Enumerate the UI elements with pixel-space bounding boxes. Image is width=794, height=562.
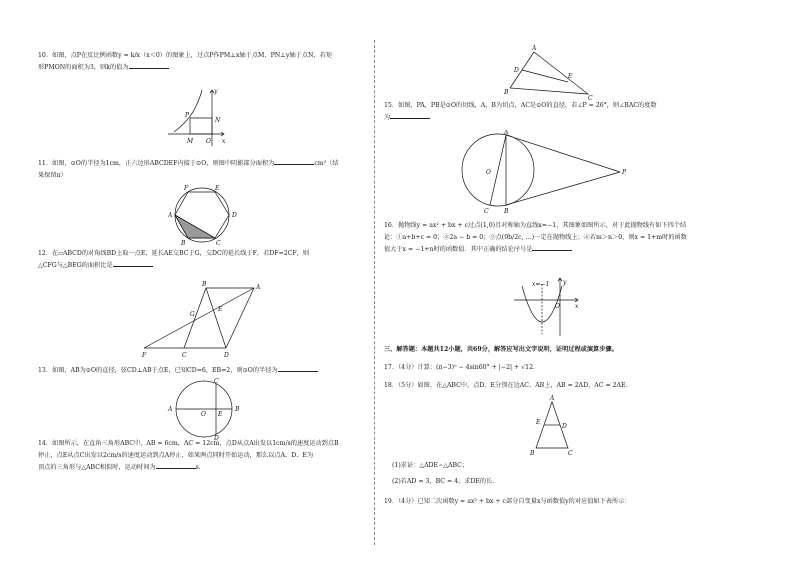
label-x-eq-neg1: x=−1 <box>532 281 550 288</box>
question-13-line-1: 13．如图，AB为⊙O的直径，弦CD⊥AB于点E，已知CD=6，EB=2，则⊙O的半径为 <box>38 365 358 377</box>
label-b: B <box>504 89 509 96</box>
label-d: D <box>214 435 219 440</box>
answer-blank <box>156 462 196 469</box>
label-a: A <box>532 45 537 52</box>
figure-12-svg <box>140 280 264 360</box>
question-10-line-1: 10．如图，点P在反比例函数y = k/x（x＜0）的图象上，过点P作PM⊥x轴于点M，PN⊥y轴于点N，若矩 <box>38 52 333 59</box>
label-o: O <box>486 169 491 176</box>
question-16 <box>384 220 744 256</box>
label-p: P <box>185 112 190 119</box>
figure-18 <box>526 394 582 460</box>
label-c: C <box>568 450 573 456</box>
label-e: E <box>568 73 573 80</box>
answer-blank <box>129 62 169 69</box>
question-12-line-2: △CFG与△BEG的面积比是 <box>38 260 358 272</box>
label-c: C <box>216 240 221 246</box>
figure-14-svg <box>496 44 596 100</box>
label-e: E <box>536 419 541 426</box>
figure-10 <box>168 86 228 152</box>
triangle-abc <box>510 52 588 94</box>
diagonal-bd <box>206 288 226 348</box>
label-n: N <box>215 117 221 124</box>
label-d: D <box>224 352 229 359</box>
figure-13 <box>164 378 246 444</box>
question-16-line-2: 论：①a+b+c = 0；②2a − b = 0；③点(9b/2c, …)一定在抛物线上；④若m＞n＞0，则x = 1+m时的函数 <box>384 234 687 241</box>
label-a: A <box>504 130 509 136</box>
question-16-line-1: 16．抛物线y = ax² + bx + c过点(1,0)且对称轴为直线x=−1，其图象如图所示，对于此抛物线有如下四个结 <box>384 222 687 229</box>
question-17: 17．（4分）计算：(π−3)⁰ − 4sin60° + |−2| + √12． <box>384 364 540 371</box>
question-11-line-1: 11．如图，⊙O的半径为1cm，正六边形ABCDEF内接于⊙O，则图中阴影部分面积为 cm²（结 <box>38 160 339 167</box>
answer-blank <box>274 158 314 165</box>
question-18-part-1: (1)求证：△ADE∽△ABC； <box>392 462 469 469</box>
label-b: B <box>530 450 535 456</box>
label-x: x <box>575 303 579 310</box>
question-19: 19．（4分）已知二次函数y = ax² + bx + c部分自变量x与函数值y的对应值如下表所示： <box>384 498 631 505</box>
diameter-ac <box>490 135 506 205</box>
question-14-line-1: 14．如图所示，在直角三角形ABC中，AB = 6cm，AC = 12cm，点D从点A出发以1cm/s的速度运动到点B <box>38 440 339 447</box>
question-18: 18．（5分）如图，在△ABC中，点D、E分别在边AC、AB上，AB = 2AD，AC = 2AE． <box>384 382 632 389</box>
figure-15-svg <box>458 130 634 214</box>
label-a: A <box>168 406 173 413</box>
figure-12 <box>140 280 264 364</box>
question-13 <box>38 365 358 377</box>
figure-10-svg <box>168 86 228 148</box>
hyperbola-curve <box>174 90 202 132</box>
question-12-line-1: 12．在▱ABCD的对角线BD上取一点E，延长AE交BC于G，交DC的延长线于F，若DF=2CF，则 <box>38 250 310 257</box>
figure-13-svg <box>164 378 246 440</box>
answer-blank <box>390 112 430 119</box>
label-a: A <box>256 284 261 291</box>
question-15-line-1: 15．如图，PA，PB是⊙O的切线，A，B为切点，AC是⊙O的直径，若∠P = 26°，则∠BAC的度数 <box>384 102 657 109</box>
label-o: O <box>201 411 206 418</box>
label-a: A <box>168 212 173 219</box>
answer-blank <box>278 365 318 372</box>
label-p: P <box>622 169 627 176</box>
figure-15 <box>458 130 634 218</box>
label-c: C <box>484 208 489 214</box>
label-d: D <box>514 67 519 74</box>
question-14 <box>38 438 358 474</box>
label-c: C <box>182 352 187 359</box>
label-y: y <box>563 279 567 286</box>
figure-11 <box>168 184 240 250</box>
question-15 <box>384 100 744 124</box>
parallelogram-abcd <box>184 288 254 348</box>
figure-18-svg <box>526 394 582 456</box>
label-b: B <box>181 240 186 246</box>
rectangle-pmon <box>190 118 212 134</box>
label-d: D <box>232 212 237 219</box>
label-o: O <box>206 138 211 145</box>
question-11 <box>38 158 358 182</box>
tangent-pa <box>506 135 620 172</box>
column-divider <box>374 40 375 545</box>
label-m: M <box>187 138 194 145</box>
figure-16 <box>512 276 582 342</box>
answer-blank <box>532 244 572 251</box>
label-o: O <box>555 303 560 310</box>
section-3-header: 三、解答题：本题共12小题，共69分，解答应写出文字说明，证明过程或演算步骤。 <box>384 346 618 353</box>
tangent-pb <box>506 172 620 205</box>
question-14-line-3: 顶点的三角形与△ABC相似时，运动时间为 s． <box>38 464 205 471</box>
question-12 <box>38 248 358 272</box>
label-f: F <box>184 185 189 192</box>
question-14-line-2: 停止，点E从点C出发以2cm/s的速度运动到点A停止，如果两点同时开始运动，那么以点A、D、E为 <box>38 452 314 459</box>
label-y: y <box>214 88 218 95</box>
label-x: x <box>222 138 226 145</box>
label-d: D <box>562 423 567 430</box>
question-15-line-2: 为 <box>384 112 744 124</box>
segment-de <box>522 70 568 82</box>
label-b: B <box>504 208 509 214</box>
label-c: C <box>588 95 593 100</box>
question-16-line-3: 值大于x = −1+n时的函数值．其中正确的结论序号是 <box>384 244 744 256</box>
question-18-part-2: (2)若AD = 3，BC = 4，求DE的长． <box>392 478 499 485</box>
label-b: B <box>202 281 207 288</box>
question-10-line-2: 形PMON的面积为3，则k的值为 <box>38 62 358 74</box>
figure-11-svg <box>168 184 240 246</box>
label-b: B <box>235 406 240 413</box>
label-c: C <box>214 378 219 385</box>
question-10 <box>38 50 358 74</box>
line-af <box>144 288 254 348</box>
figure-16-svg <box>512 276 582 338</box>
figure-14 <box>496 44 596 104</box>
question-11-line-2: 果保留π） <box>38 172 67 179</box>
label-e: E <box>218 306 223 313</box>
answer-blank <box>113 260 153 267</box>
label-f: F <box>142 352 147 359</box>
label-a: A <box>550 395 555 402</box>
label-g: G <box>190 311 195 318</box>
label-e: E <box>215 185 220 192</box>
label-e: E <box>218 411 223 418</box>
